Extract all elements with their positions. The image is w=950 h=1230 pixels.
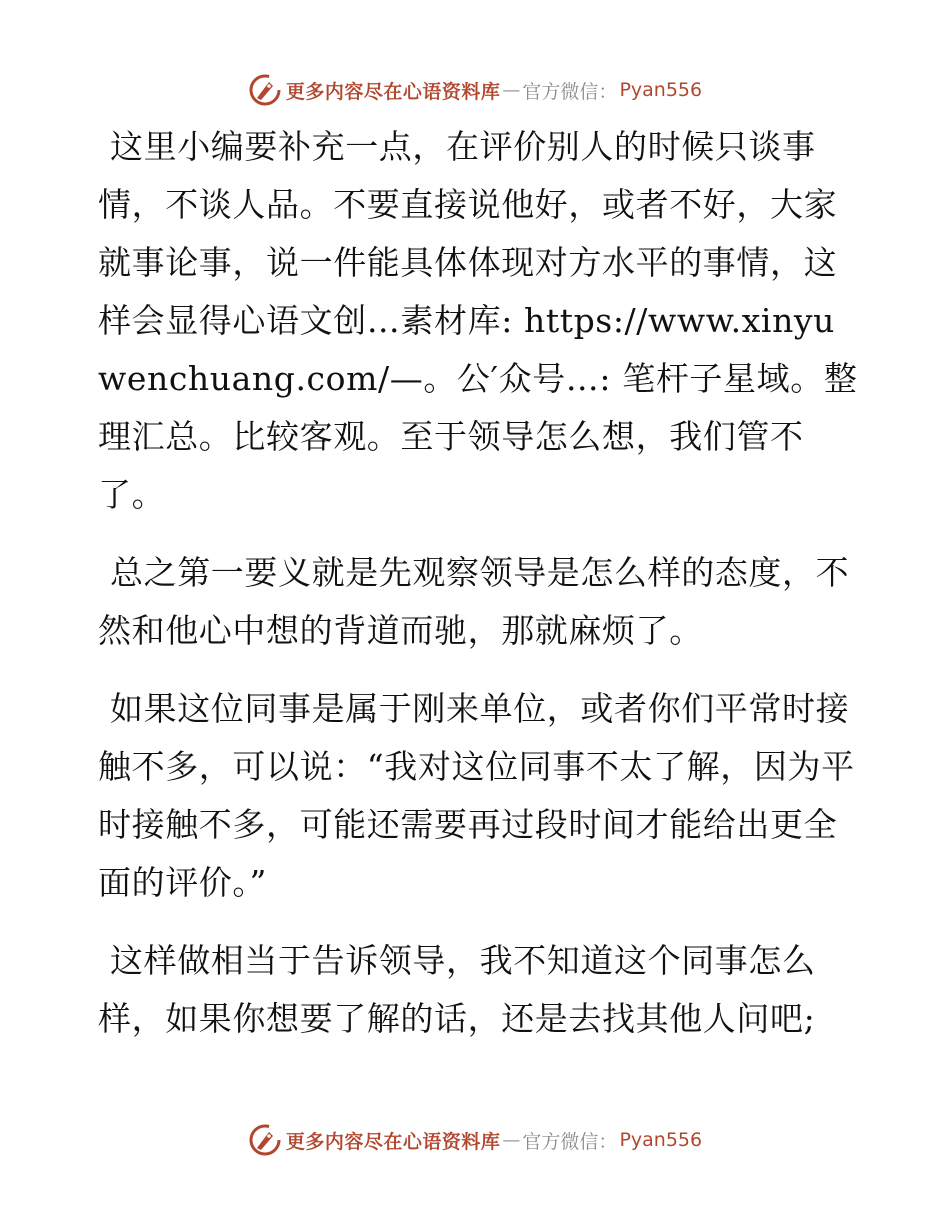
paragraph-4: 这样做相当于告诉领导，我不知道这个同事怎么样，如果你想要了解的话，还是去找其他人问吧; <box>98 941 816 1038</box>
banner-separator: — <box>502 79 521 101</box>
paragraph-1: 这里小编要补充一点，在评价别人的时候只谈事情，不谈人品。不要直接说他好，或者不好，大家就事论事，说一件能具体体现对方水平的事情，这样会显得心语文创…素材库: https://www.xinyuwenchuang.com/—。公′众号…: 笔杆子星域。整理汇总。比较客观。至于领导怎么想，我们管不了。 <box>98 127 858 514</box>
banner-wechat-label: 官方微信： <box>522 80 618 103</box>
banner-wechat-label: 官方微信： <box>522 1130 618 1153</box>
banner-wechat-id: Pyan556 <box>619 79 703 101</box>
pen-nib-circle-icon <box>248 73 282 107</box>
footer-banner <box>0 1120 950 1160</box>
pen-nib-circle-icon <box>248 1123 282 1157</box>
document-body <box>98 118 858 1068</box>
banner-separator: — <box>502 1129 521 1151</box>
banner-site-text: 更多内容尽在心语资料库 <box>285 1130 501 1153</box>
header-banner <box>0 70 950 110</box>
banner-site-text: 更多内容尽在心语资料库 <box>285 80 501 103</box>
banner-wechat-id: Pyan556 <box>619 1129 703 1151</box>
paragraph-2: 总之第一要义就是先观察领导是怎么样的态度，不然和他心中想的背道而驰，那就麻烦了。 <box>98 553 850 650</box>
paragraph-3: 如果这位同事是属于刚来单位，或者你们平常时接触不多，可以说：“我对这位同事不太了解，因为平时接触不多，可能还需要再过段时间才能给出更全面的评价。” <box>98 689 855 902</box>
